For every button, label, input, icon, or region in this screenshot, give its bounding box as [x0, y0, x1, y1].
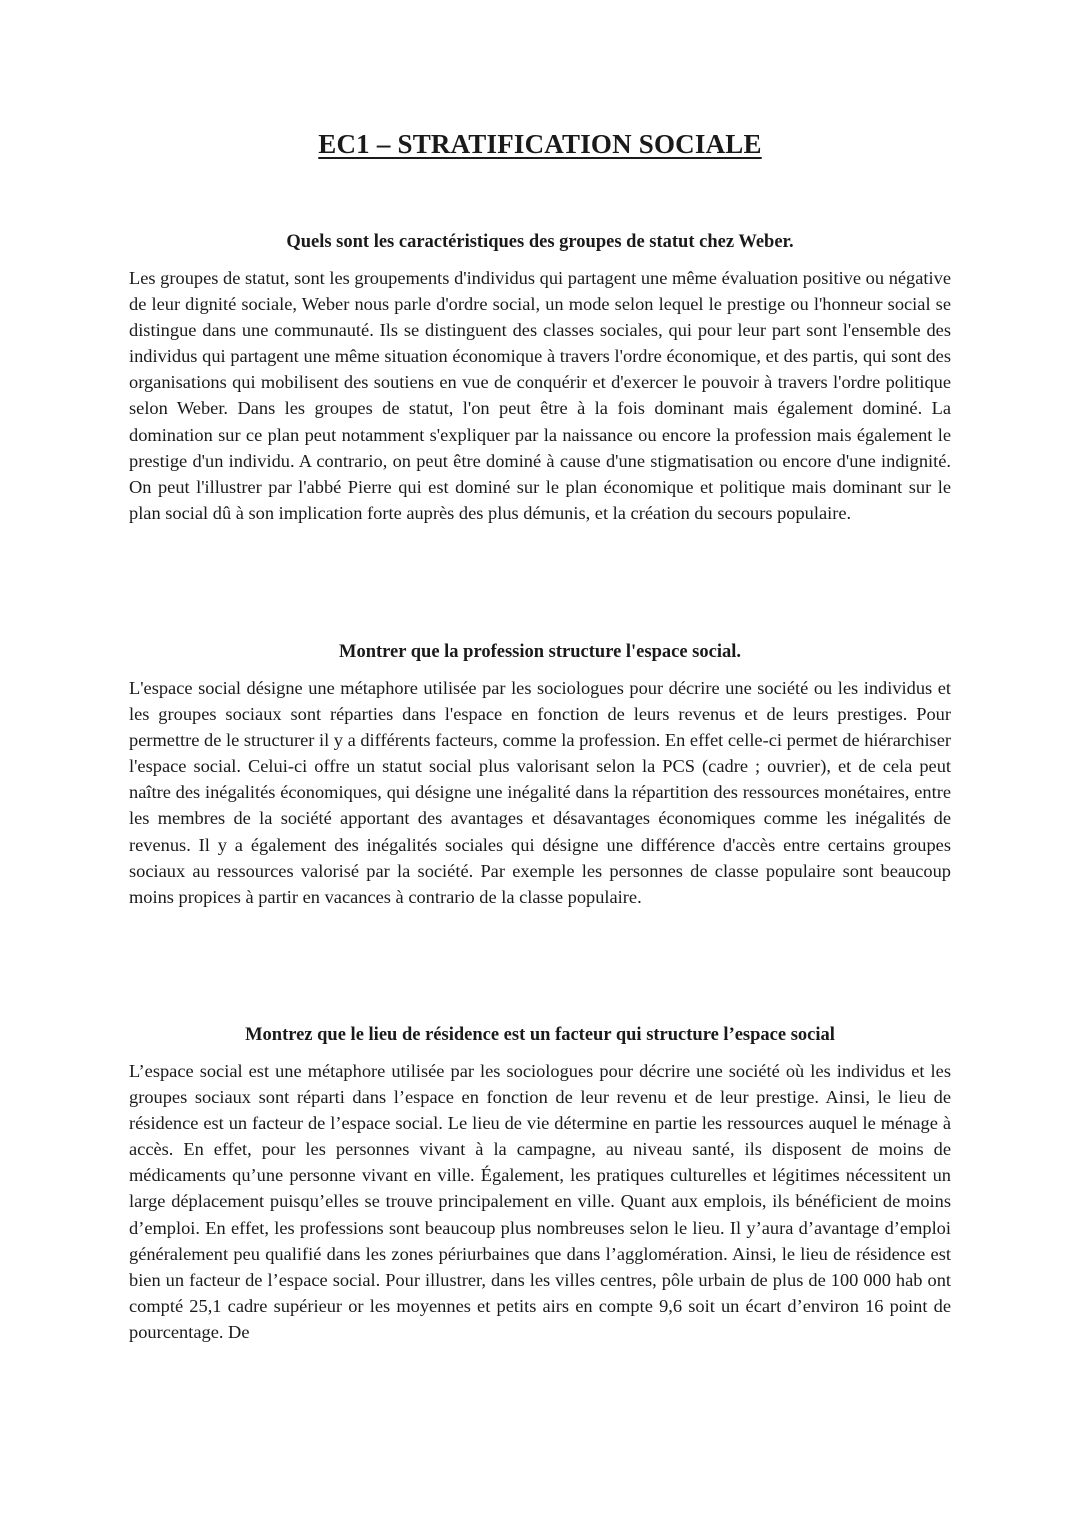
document-title: EC1 – STRATIFICATION SOCIALE	[318, 129, 762, 159]
section-paragraph: Les groupes de statut, sont les groupements d'individus qui partagent une même évaluation positive ou négative de leur dignité sociale, Weber nous parle d'ordre social, un mode selon lequel le prestige ou l'honneur social se distingue dans une communauté. Ils se distinguent des classes sociales, qui pour leur part sont l'ensemble des individus qui partagent une même situation économique à travers l'ordre économique, et des partis, qui sont des organisations qui mobilisent des soutiens en vue de conquérir et d'exercer le pouvoir à travers l'ordre politique selon Weber. Dans les groupes de statut, l'on peut être à la fois dominant mais également dominé. La domination sur ce plan peut notamment s'expliquer par la naissance ou encore la profession mais également le prestige d'un individu. A contrario, on peut être dominé à cause d'une stigmatisation ou encore d'une indignité. On peut l'illustrer par l'abbé Pierre qui est dominé sur le plan économique et politique mais dominant sur le plan social dû à son implication forte auprès des plus démunis, et la création du secours populaire.	[129, 268, 951, 523]
section-heading: Montrez que le lieu de résidence est un facteur qui structure l’espace social	[245, 1025, 835, 1045]
section-heading: Montrer que la profession structure l'espace social.	[339, 642, 741, 662]
section-weber-status-groups	[129, 229, 951, 526]
section-paragraph: L’espace social est une métaphore utilisée par les sociologues pour décrire une société où les individus et les groupes sociaux sont réparti dans l’espace en fonction de leur revenu et de leur prestige. Ainsi, le lieu de résidence est un facteur de l’espace social. Le lieu de vie détermine en partie les ressources auquel le ménage à accès. En effet, pour les personnes vivant à la campagne, au niveau santé, ils disposent de moins de médicaments qu’une personne vivant en ville. Également, les pratiques culturelles et légitimes nécessitent un large déplacement puisqu’elles se trouve principalement en ville. Quant aux emplois, ils bénéficient de moins d’emploi. En effet, les professions sont beaucoup plus nombreuses selon le lieu. Il y’aura d’avantage d’emploi généralement peu qualifié dans les zones périurbaines que dans l’agglomération. Ainsi, le lieu de résidence est bien un facteur de l’espace social. Pour illustrer, dans les villes centres, pôle urbain de plus de 100 000 hab ont compté 25,1 cadre supérieur or les moyennes et petits airs en compte 9,6 soit un écart d’environ 16 point de pourcentage. De	[129, 1061, 951, 1342]
section-heading: Quels sont les caractéristiques des groupes de statut chez Weber.	[286, 232, 794, 252]
section-paragraph: L'espace social désigne une métaphore utilisée par les sociologues pour décrire une société ou les individus et les groupes sociaux sont réparties dans l'espace en fonction de leurs revenus et de leurs prestiges. Pour permettre de le structurer il y a différents facteurs, comme la profession. En effet celle-ci permet de hiérarchiser l'espace social. Celui-ci offre un statut social plus valorisant selon la PCS (cadre ; ouvrier), et de cela peut naître des inégalités économiques, qui désigne une inégalité dans la répartition des ressources monétaires, entre les membres de la société apportant des avantages et désavantages économiques comme les inégalités de revenus. Il y a également des inégalités sociales qui désigne une différence d'accès entre certains groupes sociaux au ressources valorisé par la société. Par exemple les personnes de classe populaire sont beaucoup moins propices à partir en vacances à contrario de la classe populaire.	[129, 678, 951, 907]
section-profession-social-space	[129, 639, 951, 910]
section-residence-social-space	[129, 1022, 951, 1345]
